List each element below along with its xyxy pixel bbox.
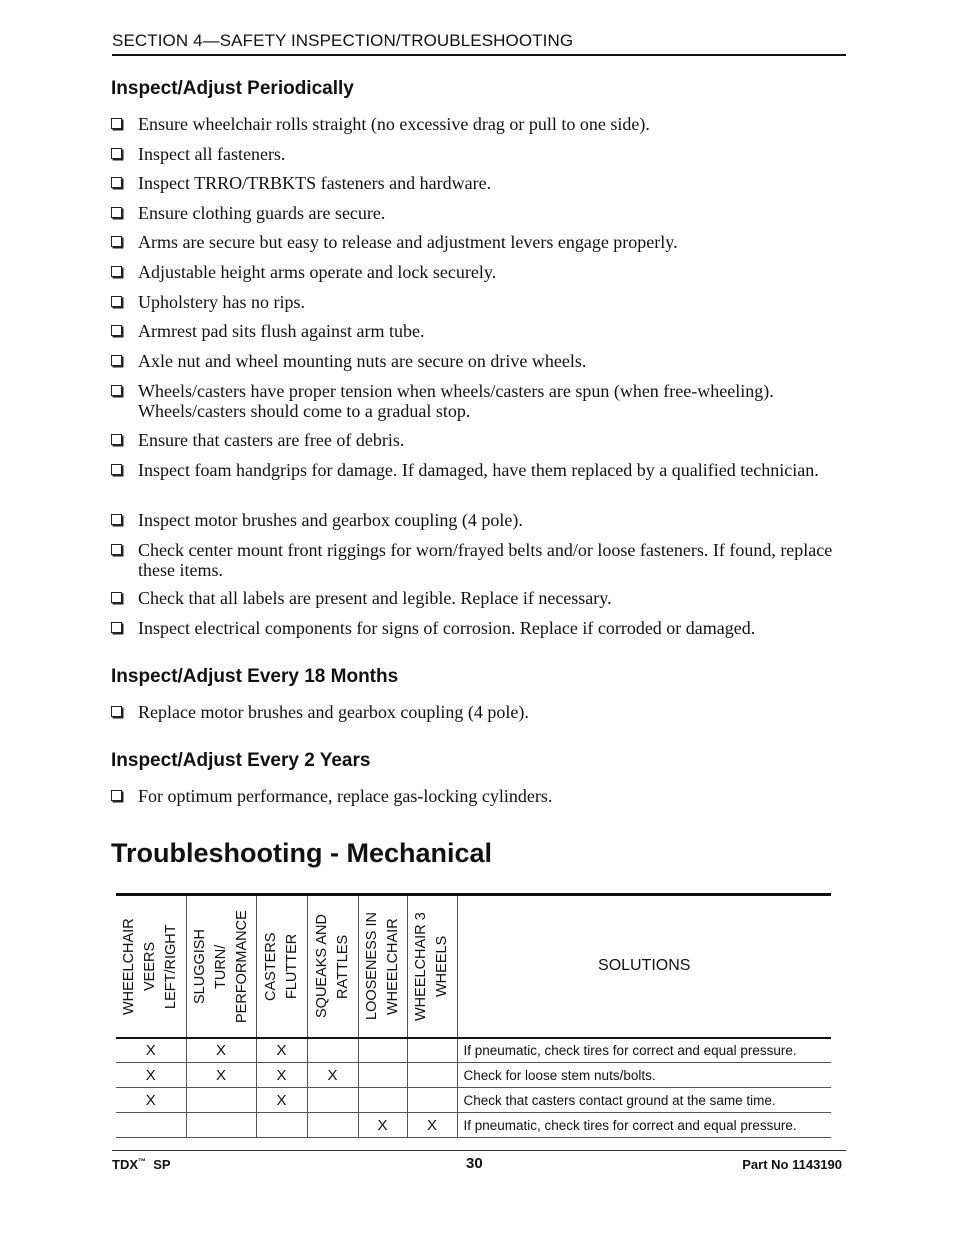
mark-cell [186, 1088, 256, 1113]
table-row [116, 1063, 831, 1088]
mark-cell: X [116, 1063, 186, 1088]
section-header: SECTION 4—SAFETY INSPECTION/TROUBLESHOOTING [112, 31, 574, 50]
periodic-heading: Inspect/Adjust Periodically [111, 78, 354, 99]
part-number: Part No 1143190 [742, 1157, 842, 1172]
troubleshooting-table [116, 893, 831, 1138]
checkbox-icon[interactable] [111, 544, 122, 555]
troubleshooting-title: Troubleshooting - Mechanical [111, 838, 493, 868]
mark-cell [358, 1088, 407, 1113]
mark-cell: X [307, 1063, 358, 1088]
mark-cell [358, 1063, 407, 1088]
header-rule [112, 54, 846, 56]
mark-cell [407, 1088, 457, 1113]
mark-cell: X [186, 1063, 256, 1088]
mark-cell [256, 1113, 307, 1138]
checkbox-icon[interactable] [111, 118, 122, 129]
checkbox-icon[interactable] [111, 434, 122, 445]
mark-cell [407, 1063, 457, 1088]
solution-cell: Check that casters contact ground at the same time. [457, 1088, 831, 1113]
mark-cell: X [256, 1088, 307, 1113]
checkbox-icon[interactable] [111, 236, 122, 247]
checkbox-icon[interactable] [111, 355, 122, 366]
checkbox-icon[interactable] [111, 592, 122, 603]
mark-cell [307, 1113, 358, 1138]
column-header-sluggish: SLUGGISH TURN/ PERFORMANCE [186, 895, 256, 1038]
mark-cell [186, 1113, 256, 1138]
mark-cell [307, 1038, 358, 1063]
mark-cell: X [407, 1113, 457, 1138]
mark-cell: X [256, 1063, 307, 1088]
checkbox-icon[interactable] [111, 177, 122, 188]
footer-model: TDX™ SP [112, 1157, 171, 1172]
column-header-looseness: LOOSENESS IN WHEELCHAIR [358, 895, 407, 1038]
checkbox-icon[interactable] [111, 266, 122, 277]
checkbox-icon[interactable] [111, 148, 122, 159]
solution-cell: Check for loose stem nuts/bolts. [457, 1063, 831, 1088]
mark-cell: X [186, 1038, 256, 1063]
solution-cell: If pneumatic, check tires for correct and equal pressure. [457, 1038, 831, 1063]
mark-cell: X [256, 1038, 307, 1063]
eighteen-months-heading: Inspect/Adjust Every 18 Months [111, 666, 399, 687]
column-header-squeaks: SQUEAKS AND RATTLES [307, 895, 358, 1038]
checkbox-icon[interactable] [111, 706, 122, 717]
column-header-three-wheels: WHEELCHAIR 3 WHEELS [407, 895, 457, 1038]
mark-cell [116, 1113, 186, 1138]
checkbox-icon[interactable] [111, 622, 122, 633]
checkbox-icon[interactable] [111, 385, 122, 396]
checkbox-icon[interactable] [111, 207, 122, 218]
column-header-solutions: SOLUTIONS [457, 895, 831, 1038]
footer-rule [112, 1150, 846, 1151]
checkbox-icon[interactable] [111, 514, 122, 525]
mark-cell: X [116, 1038, 186, 1063]
column-header-casters-flutter: CASTERS FLUTTER [256, 895, 307, 1038]
checkbox-icon[interactable] [111, 464, 122, 475]
column-header-veers: WHEELCHAIR VEERS LEFT/RIGHT [116, 895, 186, 1038]
mark-cell [307, 1088, 358, 1113]
table-header-row [116, 895, 831, 1038]
table-row [116, 1038, 831, 1063]
page-number: 30 [466, 1155, 483, 1172]
mark-cell: X [358, 1113, 407, 1138]
checkbox-icon[interactable] [111, 790, 122, 801]
solution-cell: If pneumatic, check tires for correct and equal pressure. [457, 1113, 831, 1138]
table-row [116, 1113, 831, 1138]
checkbox-icon[interactable] [111, 325, 122, 336]
two-years-heading: Inspect/Adjust Every 2 Years [111, 750, 371, 771]
mark-cell [407, 1038, 457, 1063]
checkbox-icon[interactable] [111, 296, 122, 307]
table-row [116, 1088, 831, 1113]
mark-cell [358, 1038, 407, 1063]
mark-cell: X [116, 1088, 186, 1113]
